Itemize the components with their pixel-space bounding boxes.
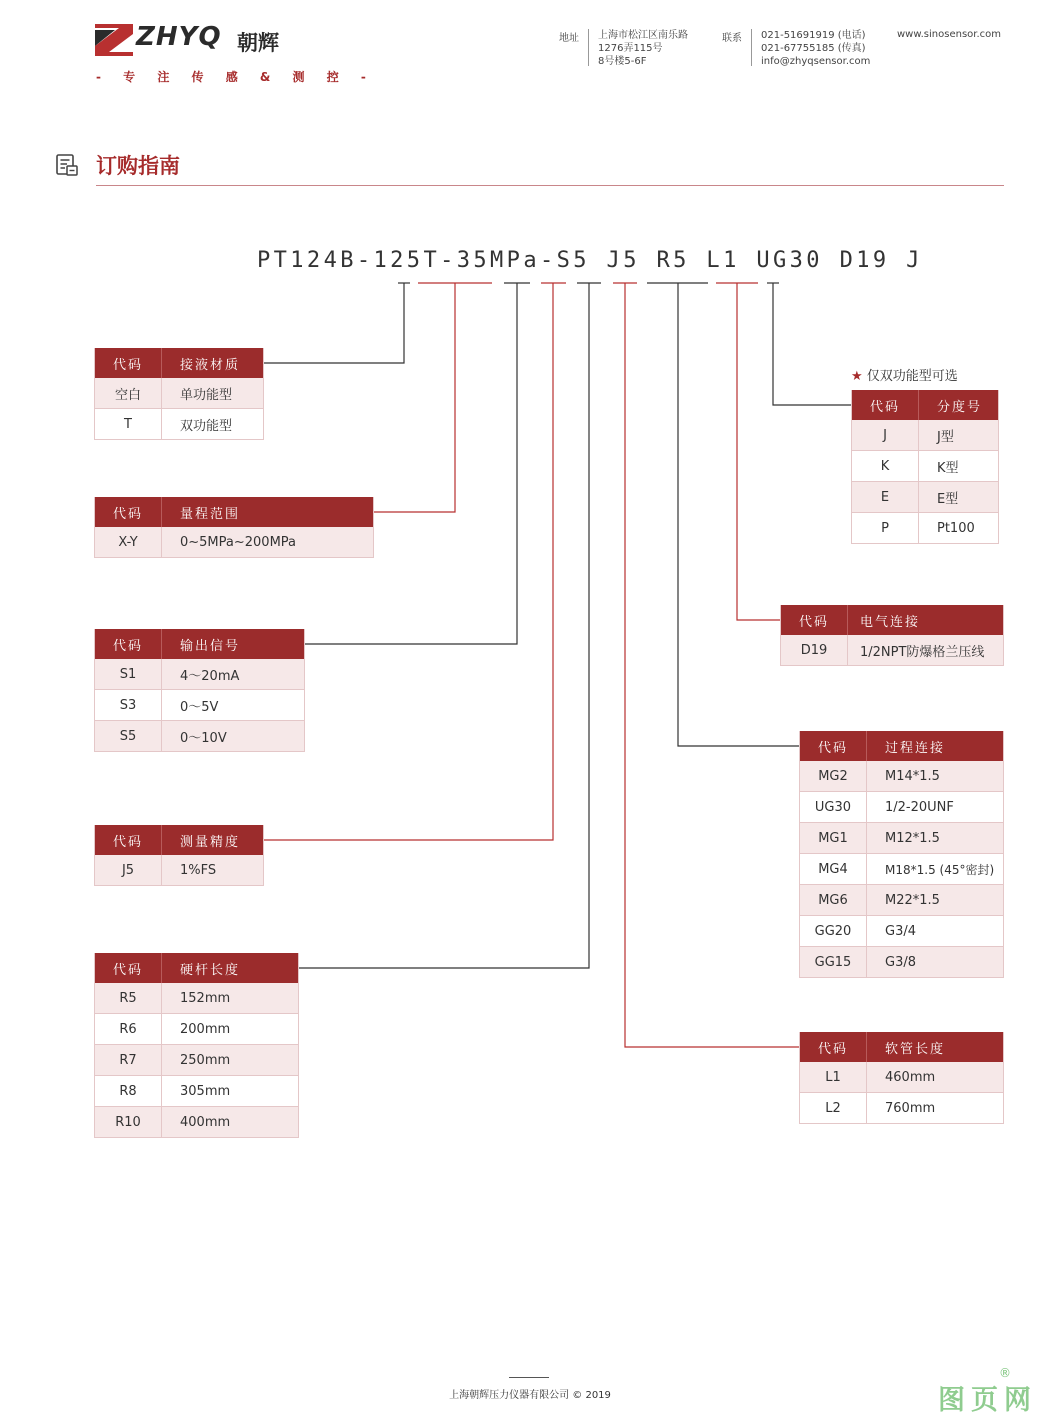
table-row bbox=[95, 1014, 299, 1045]
table-row bbox=[95, 409, 264, 440]
table-row bbox=[95, 855, 264, 886]
column-header-code: 代码 bbox=[95, 953, 162, 983]
logo-slogan: - 专 注 传 感 & 测 控 - bbox=[96, 70, 375, 84]
column-header-code: 代码 bbox=[95, 629, 162, 659]
leader-rod bbox=[298, 283, 589, 968]
value-cell: E型 bbox=[919, 482, 999, 513]
value-cell: 305mm bbox=[162, 1076, 299, 1107]
rod-length-table bbox=[94, 953, 299, 1138]
table-row bbox=[852, 513, 999, 544]
email-link[interactable]: info@zhyqsensor.com bbox=[761, 56, 871, 67]
value-cell: 152mm bbox=[162, 983, 299, 1014]
code-cell: E bbox=[852, 482, 919, 513]
table-row bbox=[95, 659, 305, 690]
code-cell: R5 bbox=[95, 983, 162, 1014]
leader-hose bbox=[625, 283, 799, 1047]
table-row bbox=[852, 451, 999, 482]
value-cell: G3/8 bbox=[867, 947, 1004, 978]
output-signal-table bbox=[94, 629, 305, 752]
code-cell: D19 bbox=[781, 635, 848, 666]
logo-text: ZHYQ bbox=[136, 22, 222, 52]
column-header-code: 代码 bbox=[800, 1032, 867, 1062]
address-line: 1276弄115号 bbox=[598, 43, 663, 54]
watermark-registered-mark: ® bbox=[999, 1366, 1011, 1380]
table-row bbox=[95, 1045, 299, 1076]
value-cell: 1/2NPT防爆格兰压线 bbox=[848, 635, 1004, 666]
value-cell: 双功能型 bbox=[162, 409, 264, 440]
address-line: 上海市松江区南乐路 bbox=[598, 30, 688, 41]
code-cell: J5 bbox=[95, 855, 162, 886]
value-cell: M18*1.5 (45°密封) bbox=[867, 854, 1004, 885]
value-cell: 0～5V bbox=[162, 690, 305, 721]
code-cell: R7 bbox=[95, 1045, 162, 1076]
fax-number: 021-67755185 (传真) bbox=[761, 43, 866, 54]
table-row bbox=[800, 916, 1004, 947]
website-link[interactable]: www.sinosensor.com bbox=[897, 29, 1001, 40]
code-cell: S1 bbox=[95, 659, 162, 690]
leader-output bbox=[304, 283, 517, 644]
table-row bbox=[95, 527, 374, 558]
value-cell: M22*1.5 bbox=[867, 885, 1004, 916]
title-divider bbox=[96, 185, 1004, 186]
code-cell: L2 bbox=[800, 1093, 867, 1124]
table-row bbox=[781, 635, 1004, 666]
watermark: 图页网 bbox=[938, 1385, 1037, 1416]
value-cell: M14*1.5 bbox=[867, 761, 1004, 792]
contact-block bbox=[761, 29, 870, 68]
table-row bbox=[95, 1107, 299, 1138]
code-cell: MG2 bbox=[800, 761, 867, 792]
value-cell: 400mm bbox=[162, 1107, 299, 1138]
table-header-row bbox=[800, 731, 1004, 761]
code-cell: L1 bbox=[800, 1062, 867, 1093]
document-list-icon bbox=[55, 153, 79, 177]
hose-length-table bbox=[799, 1032, 1004, 1124]
code-cell: R8 bbox=[95, 1076, 162, 1107]
model-code: PT124B-125T-35MPa-S5 J5 R5 L1 UG30 D19 J bbox=[257, 248, 923, 273]
table-row bbox=[800, 761, 1004, 792]
leader-accuracy bbox=[263, 283, 553, 840]
column-header-code: 代码 bbox=[95, 497, 162, 527]
table-row bbox=[95, 690, 305, 721]
table-header-row bbox=[852, 390, 999, 420]
column-header-label: 输出信号 bbox=[162, 629, 305, 659]
page-title: 订购指南 bbox=[96, 154, 180, 178]
table-row bbox=[95, 1076, 299, 1107]
graduation-note-text: 仅双功能型可选 bbox=[866, 369, 958, 384]
material-table bbox=[94, 348, 264, 440]
accuracy-table bbox=[94, 825, 264, 886]
column-header-code: 代码 bbox=[852, 390, 919, 420]
value-cell: M12*1.5 bbox=[867, 823, 1004, 854]
value-cell: 200mm bbox=[162, 1014, 299, 1045]
leader-graduation bbox=[773, 283, 851, 405]
table-row bbox=[852, 482, 999, 513]
table-row bbox=[95, 378, 264, 409]
table-row bbox=[852, 420, 999, 451]
code-cell: K bbox=[852, 451, 919, 482]
table-header-row bbox=[95, 497, 374, 527]
column-header-label: 接液材质 bbox=[162, 348, 264, 378]
code-cell: X-Y bbox=[95, 527, 162, 558]
star-icon: ★ bbox=[851, 369, 863, 384]
column-header-code: 代码 bbox=[800, 731, 867, 761]
value-cell: Pt100 bbox=[919, 513, 999, 544]
table-header-row bbox=[95, 348, 264, 378]
code-cell: S3 bbox=[95, 690, 162, 721]
process-connection-table bbox=[799, 731, 1004, 978]
table-row bbox=[800, 1093, 1004, 1124]
value-cell: 4～20mA bbox=[162, 659, 305, 690]
leader-material bbox=[263, 283, 404, 363]
code-cell: R6 bbox=[95, 1014, 162, 1045]
range-table bbox=[94, 497, 374, 558]
column-header-label: 量程范围 bbox=[162, 497, 374, 527]
leader-range bbox=[373, 283, 455, 512]
code-cell: GG20 bbox=[800, 916, 867, 947]
column-header-label: 测量精度 bbox=[162, 825, 264, 855]
table-header-row bbox=[95, 629, 305, 659]
column-header-label: 分度号 bbox=[919, 390, 999, 420]
value-cell: G3/4 bbox=[867, 916, 1004, 947]
value-cell: 0~5MPa~200MPa bbox=[162, 527, 374, 558]
code-cell: 空白 bbox=[95, 378, 162, 409]
code-cell: MG4 bbox=[800, 854, 867, 885]
column-header-code: 代码 bbox=[95, 825, 162, 855]
leader-electrical bbox=[737, 283, 780, 620]
code-cell: J bbox=[852, 420, 919, 451]
table-header-row bbox=[95, 953, 299, 983]
table-row bbox=[800, 823, 1004, 854]
table-header-row bbox=[781, 605, 1004, 635]
table-row bbox=[800, 792, 1004, 823]
value-cell: 250mm bbox=[162, 1045, 299, 1076]
value-cell: 460mm bbox=[867, 1062, 1004, 1093]
address-line: 8号楼5-6F bbox=[598, 56, 647, 67]
contact-label: 联系 bbox=[722, 33, 742, 44]
table-header-row bbox=[800, 1032, 1004, 1062]
graduation-table bbox=[851, 390, 999, 544]
value-cell: 1%FS bbox=[162, 855, 264, 886]
value-cell: 单功能型 bbox=[162, 378, 264, 409]
graduation-note bbox=[851, 365, 958, 384]
table-header-row bbox=[95, 825, 264, 855]
logo-chinese-name: 朝辉 bbox=[237, 31, 279, 55]
address-block bbox=[598, 29, 688, 68]
leader-process bbox=[678, 283, 799, 746]
column-header-label: 过程连接 bbox=[867, 731, 1004, 761]
table-row bbox=[800, 947, 1004, 978]
code-cell: P bbox=[852, 513, 919, 544]
column-header-code: 代码 bbox=[781, 605, 848, 635]
code-cell: T bbox=[95, 409, 162, 440]
contact-divider bbox=[751, 29, 752, 66]
phone-number: 021-51691919 (电话) bbox=[761, 30, 866, 41]
value-cell: K型 bbox=[919, 451, 999, 482]
column-header-label: 硬杆长度 bbox=[162, 953, 299, 983]
table-row bbox=[800, 1062, 1004, 1093]
code-cell: S5 bbox=[95, 721, 162, 752]
logo-mark-icon bbox=[95, 24, 133, 56]
code-cell: GG15 bbox=[800, 947, 867, 978]
electrical-connection-table bbox=[780, 605, 1004, 666]
table-row bbox=[800, 854, 1004, 885]
address-divider bbox=[588, 29, 589, 66]
table-row bbox=[95, 983, 299, 1014]
code-cell: UG30 bbox=[800, 792, 867, 823]
footer-copyright: 上海朝辉压力仪器有限公司 © 2019 bbox=[449, 1390, 611, 1401]
value-cell: 1/2-20UNF bbox=[867, 792, 1004, 823]
table-row bbox=[800, 885, 1004, 916]
column-header-label: 软管长度 bbox=[867, 1032, 1004, 1062]
footer-divider bbox=[509, 1377, 549, 1378]
code-cell: R10 bbox=[95, 1107, 162, 1138]
code-cell: MG6 bbox=[800, 885, 867, 916]
code-cell: MG1 bbox=[800, 823, 867, 854]
column-header-code: 代码 bbox=[95, 348, 162, 378]
value-cell: 0～10V bbox=[162, 721, 305, 752]
column-header-label: 电气连接 bbox=[848, 605, 1004, 635]
value-cell: 760mm bbox=[867, 1093, 1004, 1124]
address-label: 地址 bbox=[559, 33, 579, 44]
value-cell: J型 bbox=[919, 420, 999, 451]
table-row bbox=[95, 721, 305, 752]
